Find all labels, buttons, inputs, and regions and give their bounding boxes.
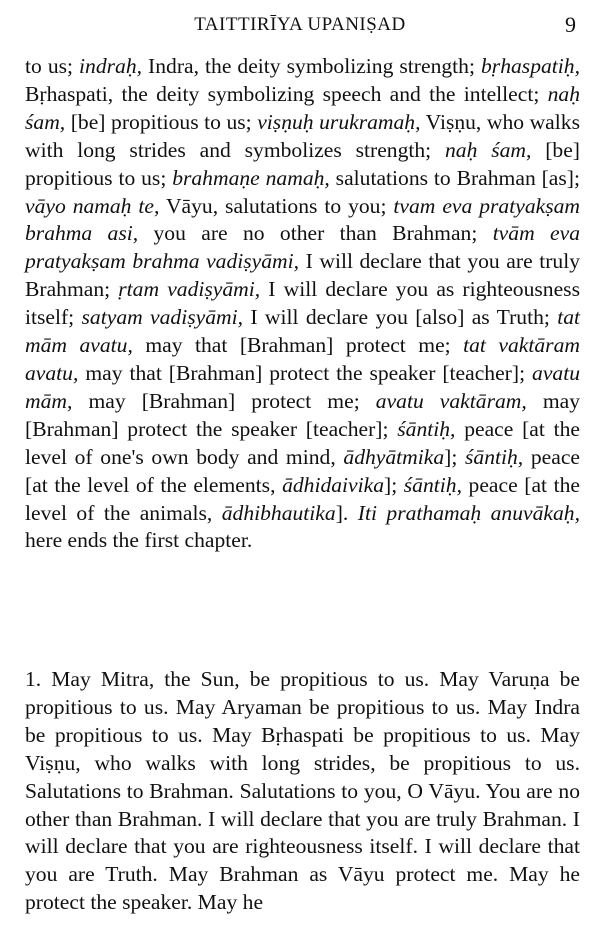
sanskrit-term: avatu vaktāram,	[375, 388, 527, 413]
gloss-text: peace [at the level of one's own body and mind,	[25, 416, 580, 469]
sanskrit-term: vāyo namaḥ te,	[25, 193, 160, 218]
sanskrit-term: ṛtam vadiṣyāmi,	[118, 277, 261, 302]
page-header	[0, 10, 600, 44]
gloss-text: you are no other than Brahman;	[138, 221, 493, 246]
gloss-text: peace [at the level of the elements,	[25, 444, 580, 497]
gloss-text: ];	[444, 444, 465, 469]
gloss-text: may [Brahman] protect me;	[72, 388, 376, 413]
sanskrit-term: brahmaṇe namaḥ,	[172, 165, 330, 190]
sanskrit-term: śāntiḥ,	[397, 416, 456, 441]
sanskrit-term: bṛhaspatiḥ,	[481, 54, 580, 78]
sanskrit-term: avatu mām,	[25, 360, 580, 413]
sanskrit-term: naḥ śam,	[445, 137, 532, 162]
gloss-text: may that [Brahman] protect me;	[132, 333, 464, 358]
sanskrit-term: śāntiḥ,	[465, 444, 524, 469]
sanskrit-term: indraḥ,	[79, 54, 143, 78]
page-number: 9	[565, 12, 576, 37]
sanskrit-term: viṣṇuḥ urukramaḥ,	[257, 109, 421, 134]
gloss-text: salutations to Brahman [as];	[329, 165, 580, 190]
gloss-text: [be] propitious to us;	[25, 137, 580, 190]
gloss-text: ].	[335, 500, 358, 525]
sanskrit-term: tat mām avatu,	[25, 305, 581, 358]
commentary-paragraph	[25, 53, 580, 555]
gloss-text: [be] propitious to us;	[65, 109, 258, 134]
sanskrit-term: ādhyātmika	[343, 444, 445, 469]
gloss-text: I will declare you as righteousness itself;	[25, 277, 580, 330]
sanskrit-term: tat vaktāram avatu,	[25, 333, 580, 385]
translation-paragraph: 1. May Mitra, the Sun, be propitious to us. May Varuṇa be propitious to us. May Aryaman be propitious to us. May Indra be propitious to us. May Bṛhaspati be propitious to us. May Viṣṇu, who walks with long strides, be propitious to us. Salutations to Brahman. Salutations to you, O Vāyu. You are no other than Brahman. I will declare that you are truly Brahman. I will declare that you are righteousness itself. I will declare that you are Truth. May Brahman as Vāyu protect me. May he protect the speaker. May he	[25, 667, 580, 915]
sanskrit-term: naḥ śam,	[25, 81, 580, 134]
gloss-text: Indra, the deity symbolizing strength;	[142, 54, 481, 78]
sanskrit-term: Iti prathamaḥ anuvākaḥ,	[357, 500, 580, 525]
gloss-text: here ends the first chapter.	[25, 528, 253, 553]
gloss-text: to us;	[25, 54, 80, 78]
sanskrit-term: ādhidaivika	[282, 472, 385, 497]
sanskrit-term: satyam vadiṣyāmi,	[81, 305, 244, 330]
gloss-text: I will declare that you are truly Brahman;	[25, 249, 580, 302]
gloss-text: may [Brahman] protect the speaker [teacher];	[25, 388, 581, 441]
gloss-text: I will declare you [also] as Truth;	[243, 305, 558, 330]
sanskrit-term: śāntiḥ,	[403, 472, 462, 497]
gloss-text: Vāyu, salutations to you;	[159, 193, 394, 218]
running-title: TAITTIRĪYA UPANIṢAD	[194, 14, 406, 35]
gloss-text: may that [Brahman] protect the speaker [teacher];	[78, 360, 533, 385]
sanskrit-term: tvam eva pratyakṣam brahma asi,	[25, 193, 580, 246]
sanskrit-term: tvām eva pratyakṣam brahma vadiṣyāmi,	[25, 221, 580, 274]
gloss-text: peace [at the level of the animals,	[25, 472, 580, 525]
gloss-text: Viṣṇu, who walks with long strides and symbolizes strength;	[25, 109, 580, 162]
gloss-text: Bṛhaspati, the deity symbolizing speech and the intellect;	[25, 81, 548, 106]
gloss-text: ];	[384, 472, 404, 497]
sanskrit-term: ādhibhautika	[221, 500, 336, 525]
